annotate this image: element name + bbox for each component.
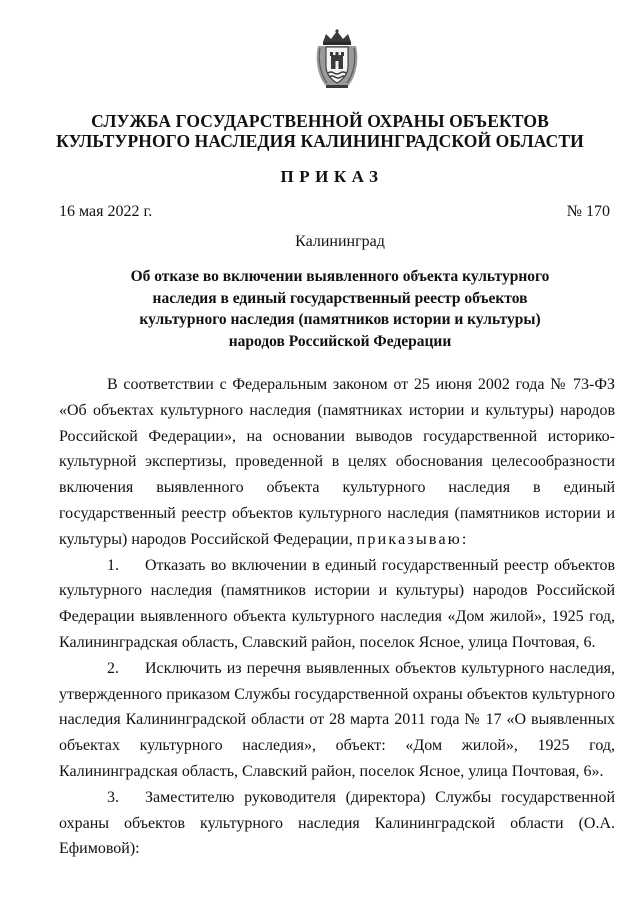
subject-line-4: народов Российской Федерации [228,332,452,350]
list-item [59,785,615,862]
coat-of-arms-icon [314,28,360,90]
item-number: 2. [107,659,119,677]
subject-line-1: Об отказе во включении выявленного объекта культурного [130,268,550,285]
item-text: Отказать во включении в единый государственный реестр объектов культурного наследия (памятников истории и культуры) народов Российской Федерации выявленного объекта культурного наследия «Дом жилой», 1925 год, Калининградская область, Славский район, поселок Ясное, улица Почтовая, 6. [59,556,615,651]
item-text: Заместителю руководителя (директора) Службы государственной охраны объектов культурного наследия Калининградской области (О.А. Ефимовой): [59,788,615,858]
order-number: № 170 [566,203,610,220]
subject-line-3: культурного наследия (памятников истории и культуры) [139,311,541,328]
agency-line-1: СЛУЖБА ГОСУДАРСТВЕННОЙ ОХРАНЫ ОБЪЕКТОВ [91,111,549,131]
subject-line-2: наследия в единый государственный реестр объектов [152,289,528,307]
list-item [59,656,615,785]
order-word: приказываю: [356,530,469,548]
document-body [59,372,615,862]
order-date: 16 мая 2022 г. [59,203,153,220]
item-text: Исключить из перечня выявленных объектов культурного наследия, утвержденного приказом Службы государственной охраны объектов культурного наследия Калининградской области от 28 марта 2011 года № 17 «О выявленных объектах культурного наследия», объект: «Дом жилой», 1925 год, Калининградская область, Славский район, поселок Ясное, улица Почтовая, 6». [59,659,615,780]
item-number: 1. [107,556,119,574]
agency-name [0,111,640,151]
item-number: 3. [107,788,119,806]
order-subject [0,266,640,352]
list-item [59,553,615,656]
order-title: ПРИКАЗ [280,167,384,186]
agency-line-2: КУЛЬТУРНОГО НАСЛЕДИЯ КАЛИНИНГРАДСКОЙ ОБЛАСТИ [56,131,584,151]
intro-paragraph [59,372,615,553]
intro-text: В соответствии с Федеральным законом от 25 июня 2002 года № 73-ФЗ «Об объектах культурного наследия (памятниках истории и культуры) народов Российской Федерации», на основании выводов государственной историко-культурной экспертизы, проведенной в целях обоснования целесообразности включения выявленного объекта культурного наследия в единый государственный реестр объектов культурного наследия (памятников истории и культуры) народов Российской Федерации, [59,376,615,548]
city: Калининград [295,233,385,250]
